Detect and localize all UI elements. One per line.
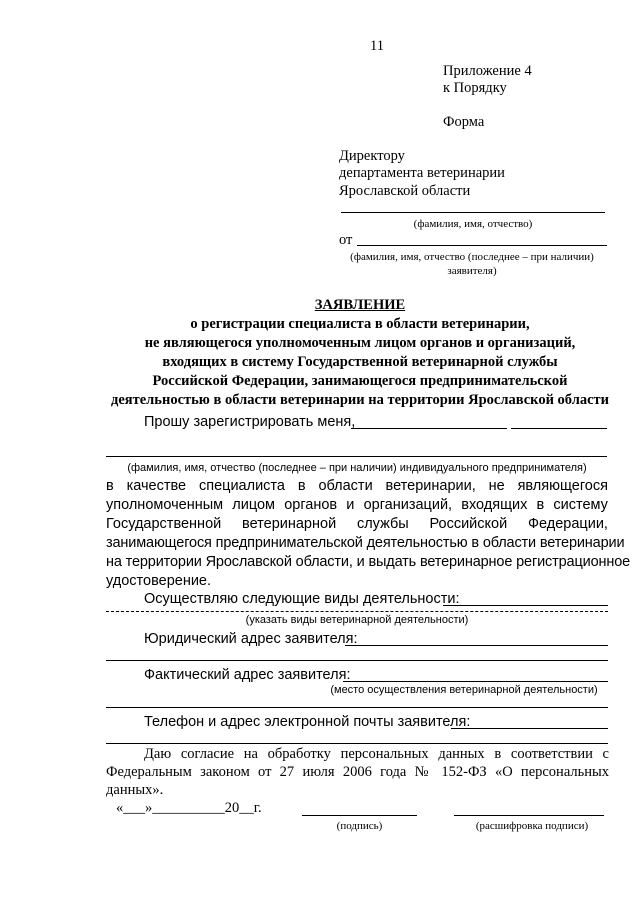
actual-address-hint: (место осуществления ветеринарной деятельности) xyxy=(330,684,598,696)
hint-fio-full-2: заявителя) xyxy=(447,265,497,277)
legal-address-label: Юридический адрес заявителя: xyxy=(144,631,358,647)
contacts-line-1[interactable] xyxy=(451,728,608,729)
para-line-1 xyxy=(106,478,608,494)
addressee-line-2: департамента ветеринарии xyxy=(339,165,505,181)
word: ветеринарной xyxy=(242,516,337,532)
date-field[interactable]: «___»__________20__г. xyxy=(116,800,262,816)
word: специалиста xyxy=(198,478,285,494)
title-line-1: о регистрации специалиста в области ветеринарии, xyxy=(190,316,530,332)
hint-fio: (фамилия, имя, отчество) xyxy=(413,218,533,230)
word: входящих xyxy=(461,497,528,513)
request-name-line-2[interactable] xyxy=(511,428,607,429)
word: не xyxy=(488,478,505,494)
word: органов xyxy=(284,497,338,513)
title-line-2: не являющегося уполномоченным лицом органов и организаций, xyxy=(144,335,576,351)
consent-line-3: данных». xyxy=(106,782,164,798)
word: службы xyxy=(356,516,409,532)
addressee-line-3: Ярославской области xyxy=(339,183,471,199)
para-line-4: занимающегося предпринимательской деятельностью в области ветеринарии xyxy=(106,535,625,551)
activities-label: Осуществляю следующие виды деятельности: xyxy=(144,591,460,607)
request-name-line[interactable] xyxy=(351,428,507,429)
signature-hint: (подпись) xyxy=(336,820,383,832)
decode-line[interactable] xyxy=(454,815,604,816)
hint-fio-full-1: (фамилия, имя, отчество (последнее – при наличии) xyxy=(350,251,594,263)
form-label: Форма xyxy=(443,114,485,130)
word: организаций, xyxy=(363,497,453,513)
title-line-4: Российской Федерации, занимающегося предпринимательской xyxy=(152,373,568,389)
legal-address-line-1[interactable] xyxy=(345,645,608,646)
para-line-6: удостоверение. xyxy=(106,573,212,589)
para-line-5: на территории Ярославской области, и выдать ветеринарное регистрационное xyxy=(106,554,631,570)
addressee-line-1: Директору xyxy=(339,148,405,164)
para-line-2 xyxy=(106,497,608,513)
applicant-name-line[interactable] xyxy=(341,212,605,213)
word: лицом xyxy=(232,497,276,513)
legal-address-line-2[interactable] xyxy=(106,660,608,661)
word: являющегося xyxy=(517,478,608,494)
contacts-line-2[interactable] xyxy=(106,743,608,744)
activities-line-1[interactable] xyxy=(443,605,608,606)
document-title xyxy=(100,296,620,410)
hint-entrepreneur: (фамилия, имя, отчество (последнее – при наличии) индивидуального предпринимателя) xyxy=(127,462,587,474)
actual-address-label: Фактический адрес заявителя: xyxy=(144,667,351,683)
title-line-5: деятельностью в области ветеринарии на территории Ярославской области xyxy=(110,392,609,408)
decode-hint: (расшифровка подписи) xyxy=(475,820,589,832)
from-name-line[interactable] xyxy=(357,245,607,246)
word: и xyxy=(346,497,355,513)
word: систему xyxy=(553,497,608,513)
word: Федерации, xyxy=(528,516,608,532)
actual-address-line-1[interactable] xyxy=(343,681,608,682)
para-line-3 xyxy=(106,516,608,532)
full-name-line[interactable] xyxy=(106,456,607,457)
word: Государственной xyxy=(106,516,222,532)
title-heading: ЗАЯВЛЕНИЕ xyxy=(314,297,406,313)
word: в xyxy=(106,478,114,494)
word: в xyxy=(536,497,545,513)
request-text: Прошу зарегистрировать меня, xyxy=(144,414,356,430)
actual-address-line-2[interactable] xyxy=(106,707,608,708)
contacts-label: Телефон и адрес электронной почты заявителя: xyxy=(144,714,471,730)
word: ветеринарии, xyxy=(385,478,476,494)
consent-line-1: Даю согласие на обработку персональных данных в соответствии с xyxy=(144,746,609,762)
signature-line[interactable] xyxy=(302,815,417,816)
title-line-3: входящих в систему Государственной ветеринарной службы xyxy=(162,354,558,370)
activities-hint: (указать виды ветеринарной деятельности) xyxy=(245,614,469,626)
appendix-line-2: к Порядку xyxy=(443,80,507,96)
consent-line-2: Федеральным законом от 27 июля 2006 года № 152-ФЗ «О персональных xyxy=(106,764,609,780)
word: Российской xyxy=(429,516,508,532)
appendix-line-1: Приложение 4 xyxy=(443,63,532,79)
word: области xyxy=(318,478,373,494)
word: качестве xyxy=(126,478,187,494)
word: в xyxy=(297,478,306,494)
page-number: 11 xyxy=(370,38,384,54)
activities-line-2[interactable] xyxy=(106,611,608,612)
word: уполномоченным xyxy=(106,497,224,513)
from-label: от xyxy=(339,232,353,248)
